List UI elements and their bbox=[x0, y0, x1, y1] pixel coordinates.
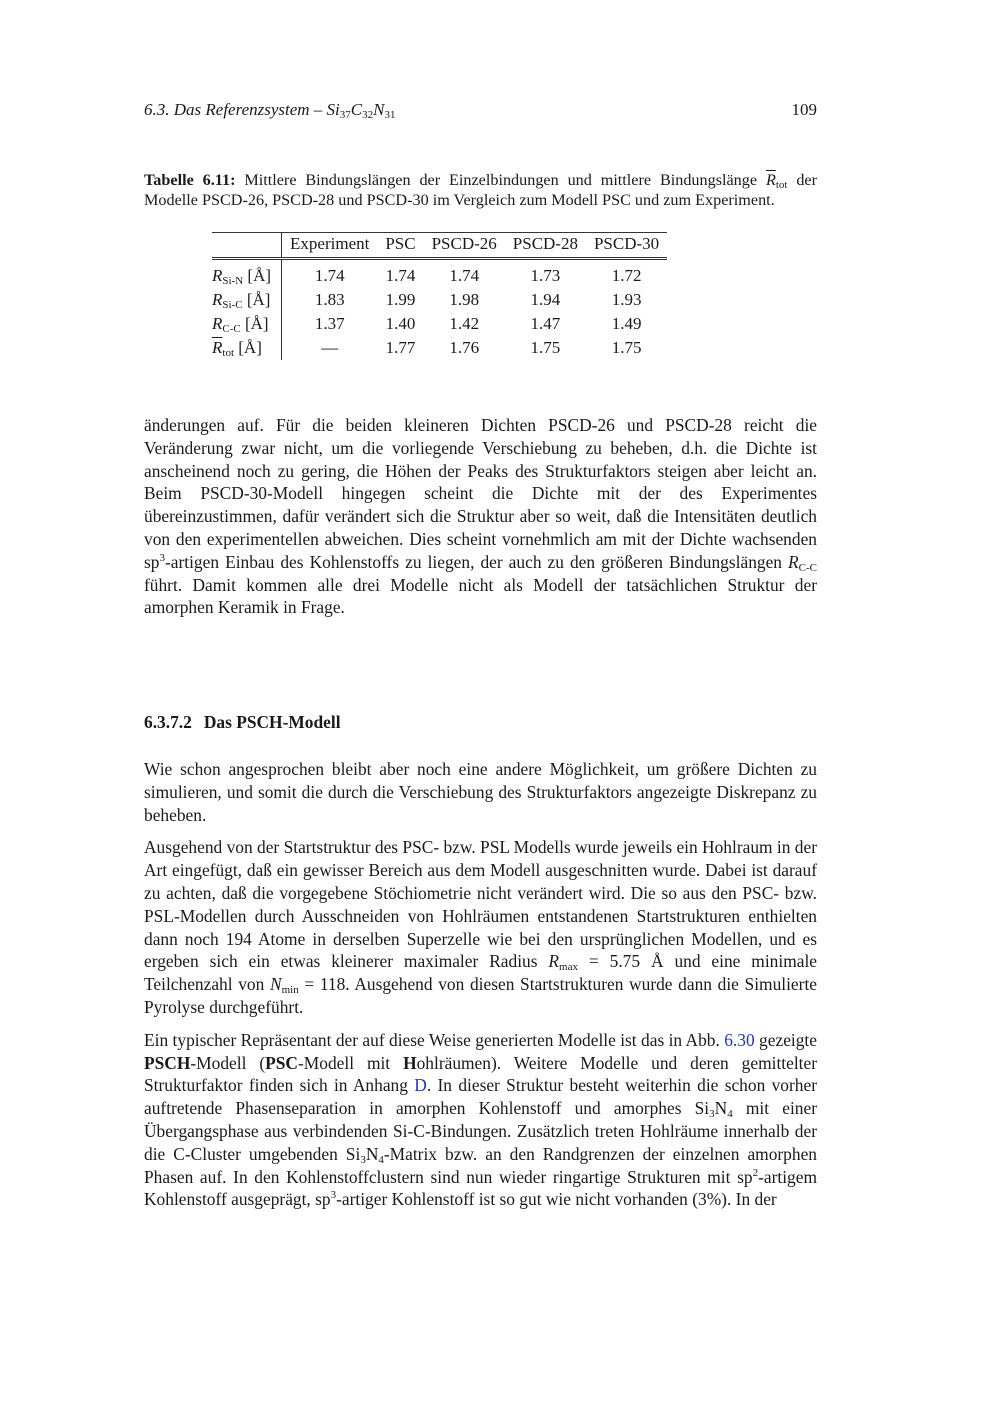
running-header bbox=[144, 100, 817, 124]
appendix-link[interactable]: D bbox=[414, 1075, 427, 1096]
table-cell: 1.94 bbox=[530, 290, 561, 309]
table-cell: — bbox=[321, 338, 339, 357]
column-header: PSCD-26 bbox=[424, 233, 505, 259]
header-section-title: 6.3. Das Referenzsystem – $Si_{37}C_{32}N_{31}$ bbox=[144, 100, 396, 121]
table-cell: 1.37 bbox=[314, 314, 345, 333]
bond-length-table bbox=[212, 232, 667, 360]
section-title: Das PSCH-Modell bbox=[203, 712, 341, 732]
table-cell: 1.47 bbox=[530, 314, 561, 333]
table-row bbox=[212, 336, 667, 360]
column-header: PSCD-30 bbox=[586, 233, 667, 259]
table-corner-cell bbox=[212, 233, 282, 259]
page-number: 109 bbox=[791, 100, 817, 119]
table-cell: 1.72 bbox=[611, 266, 642, 285]
row-label: $R_{Si-N}$ [Å] bbox=[212, 259, 282, 289]
table-cell: 1.42 bbox=[449, 314, 480, 333]
caption-text: Mittlere Bindungslängen der Einzelbindungen und mittlere Bindungslänge $\overline{R}_{tot}$ der Modelle PSCD-26, PSCD-28 und PSCD-30 im Vergleich zum Modell PSC und zum Experiment. bbox=[144, 171, 817, 209]
table-row bbox=[212, 259, 667, 289]
table-cell: 1.40 bbox=[385, 314, 416, 333]
table-caption bbox=[144, 170, 817, 210]
table-cell: 1.99 bbox=[385, 290, 416, 309]
table-cell: 1.75 bbox=[611, 338, 642, 357]
paragraph-2: Wie schon angesprochen bleibt aber noch eine andere Möglichkeit, um größere Dichten zu simulieren, und somit die durch die Verschiebung des Strukturfaktors angezeigte Diskrepanz zu beheben. bbox=[144, 759, 817, 825]
table-cell: 1.74 bbox=[385, 266, 416, 285]
table-cell: 1.74 bbox=[449, 266, 480, 285]
table-row bbox=[212, 288, 667, 312]
table-cell: 1.77 bbox=[385, 338, 416, 357]
row-label: $R_{Si-C}$ [Å] bbox=[212, 288, 282, 312]
section-heading bbox=[144, 712, 341, 733]
section-number: 6.3.7.2 bbox=[144, 712, 192, 732]
paragraph-4: Ein typischer Repräsentant der auf diese Weise generierten Modelle ist das in Abb. 6.30 gezeigte PSCH-Modell (PSC-Modell mit Hohlräumen). Weitere Modelle und deren gemittelter Strukturfaktor finden sich in Anhang D. In dieser Struktur besteht weiterhin die schon vorher auftretende Phasenseparation in amorphen Kohlenstoff und amorphes $Si_3N_4$ mit einer Übergangsphase aus verbindenden Si-C-Bindungen. Zusätzlich treten Hohlräume innerhalb der die C-Cluster umgebenden $Si_3N_4$-Matrix bzw. an den Randgrenzen der einzelnen amorphen Phasen auf. In den Kohlenstoffclustern sind nun wieder ringartige Strukturen mit $sp^2$-artigem Kohlenstoff ausgeprägt, $sp^3$-artiger Kohlenstoff ist so gut wie nicht vorhanden (3%). In der bbox=[144, 1029, 817, 1210]
row-label: $R_{C-C}$ [Å] bbox=[212, 312, 282, 336]
table-row bbox=[212, 312, 667, 336]
paragraph-1: änderungen auf. Für die beiden kleineren Dichten PSCD-26 und PSCD-28 reicht die Veränderung zwar nicht, um die vorliegende Verschiebung zu beheben, d.h. die Dichte ist anscheinend noch zu gering, die Höhen der Peaks des Strukturfaktors steigen aber leicht an. Beim PSCD-30-Modell hingegen scheint die Dichte mit der des Experimentes übereinzustimmen, dafür verändert sich die Struktur aber so weit, daß die Intensitäten deutlich von den experimentellen abweichen. Dies scheint vornehmlich am mit der Dichte wachsenden $sp^3$-artigen Einbau des Kohlenstoffs zu liegen, der auch zu den größeren Bindungslängen $R_{C-C}$ führt. Damit kommen alle drei Modelle nicht als Modell der tatsächlichen Struktur der amorphen Keramik in Frage. bbox=[144, 415, 817, 618]
table-header-row bbox=[212, 233, 667, 259]
table-cell: 1.98 bbox=[449, 290, 480, 309]
table-cell: 1.93 bbox=[611, 290, 642, 309]
table-cell: 1.83 bbox=[314, 290, 345, 309]
table-cell: 1.75 bbox=[530, 338, 561, 357]
column-header: PSCD-28 bbox=[505, 233, 586, 259]
figure-link[interactable]: 6.30 bbox=[724, 1029, 755, 1050]
row-label: $\overline{R}_{tot}$ [Å] bbox=[212, 336, 282, 360]
table-cell: 1.49 bbox=[611, 314, 642, 333]
paragraph-3: Ausgehend von der Startstruktur des PSC- bzw. PSL Modells wurde jeweils ein Hohlraum in der Art eingefügt, daß ein gewisser Bereich aus dem Modell ausgeschnitten wurde. Dabei ist darauf zu achten, daß die vorgegebene Stöchiometrie nicht verändert wird. Die so aus den PSC- bzw. PSL-Modellen durch Ausschneiden von Hohlräumen entstandenen Startstrukturen enthielten dann noch 194 Atome in derselben Superzelle wie bei den ursprünglichen Modellen, und es ergeben sich ein etwas kleinerer maximaler Radius $R_{max} = 5.75$ Å und eine minimale Teilchenzahl von $N_{min} = 118$. Ausgehend von diesen Startstrukturen wurde dann die Simulierte Pyrolyse durchgeführt. bbox=[144, 837, 817, 1017]
table-cell: 1.74 bbox=[314, 266, 345, 285]
table-cell: 1.76 bbox=[449, 338, 480, 357]
table-cell: 1.73 bbox=[530, 266, 561, 285]
paragraph-continuation bbox=[144, 414, 817, 629]
column-header: PSC bbox=[377, 233, 423, 259]
column-header: Experiment bbox=[282, 233, 378, 259]
section-body bbox=[144, 758, 817, 1221]
caption-label: Tabelle 6.11: bbox=[144, 171, 236, 189]
